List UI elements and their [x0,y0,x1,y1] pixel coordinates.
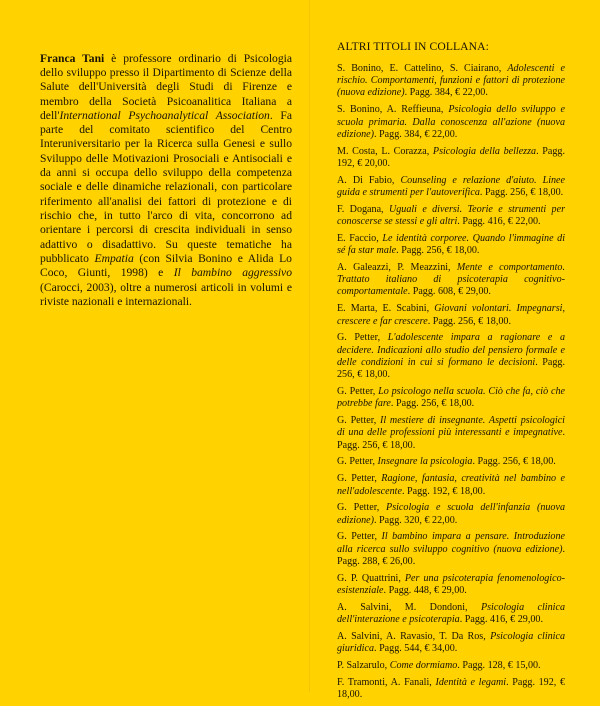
entry-authors: G. Petter, [337,386,379,397]
entry-title: Il bambino impara a pensare. Introduzione alla ricerca sullo sviluppo cognitivo (nuova edizione) [337,531,566,555]
list-item [337,233,565,258]
blurb-italic-3: Il bambino aggressivo [173,266,292,280]
entry-details: . Pagg. 256, € 18,00. [396,245,480,257]
entry-details: . Pagg. 608, € 29,00. [407,286,491,298]
entry-details: . Pagg. 256, € 18,00. [472,456,556,468]
list-item [337,502,565,527]
entry-title: Lo psicologo nella scuola. Ciò che fa, ciò che potrebbe fare [337,386,565,410]
entry-authors: E. Marta, E. Scabini, [337,303,435,315]
entry-details: . Pagg. 384, € 22,00. [374,128,458,140]
entry-details: . Pagg. 544, € 34,00. [374,643,458,655]
entry-details: . Pagg. 256, € 18,00. [427,315,511,327]
list-item [337,386,565,411]
entry-authors: F. Dogana, [337,203,389,215]
entry-title: L'adolescente impara a ragionare e a decidere. Indicazioni allo studio del pensiero formale e delle condizioni in cui si formano le decisioni [337,332,565,368]
entry-details: . Pagg. 128, € 15,00. [457,660,541,672]
cover-fold-line [309,0,310,692]
list-item [337,146,565,171]
blurb-text-4: (Carocci, 2003), oltre a numerosi articoli in volumi e riviste nazionali e internazionali. [40,280,292,308]
entry-authors: G. Petter, [337,415,380,427]
entry-title: Psicologia dello sviluppo e scuola primaria. Dalla conoscenza all'azione (nuova edizione) [337,104,565,140]
blurb-italic-2: Empatia [94,251,134,265]
list-item [337,415,565,452]
series-titles-panel [337,40,565,706]
entry-title: Ragione, fantasia, creatività nel bambino e nell'adolescente [337,473,565,497]
list-item [337,677,565,702]
entry-authors: A. Salvini, A. Ravasio, T. Da Ros, [337,631,491,642]
entry-details: . Pagg. 192, € 20,00. [337,145,565,169]
entry-title: Adolescenti e rischio. Comportamenti, funzioni e fattori di protezione (nuova edizione) [337,62,565,99]
list-item [337,204,565,229]
entry-title: Per una psicoterapia fenomenologico-esistenziale [337,572,565,597]
entry-details: . Pagg. 288, € 26,00. [337,543,565,567]
entry-details: . Pagg. 384, € 22,00. [404,87,488,99]
entry-authors: S. Bonino, E. Cattelino, S. Ciairano, [337,62,508,74]
entry-authors: G. Petter, [337,332,388,344]
list-item [337,262,565,299]
entry-authors: F. Tramonti, A. Fanali, [337,676,436,688]
entry-authors: A. Salvini, M. Dondoni, [337,601,481,613]
entry-authors: G. P. Quattrini, [337,572,405,584]
entry-details: . Pagg. 416, € 29,00. [459,614,543,626]
entry-authors: P. Salzarulo, [337,660,390,672]
entry-authors: A. Galeazzi, P. Meazzini, [337,261,457,273]
entry-authors: M. Costa, L. Corazza, [337,145,433,157]
list-item [337,473,565,498]
entry-authors: G. Petter, [337,531,382,543]
entry-title: Psicologia clinica dell'interazione e psicoterapia [337,601,565,626]
entry-title: Mente e comportamento. Trattato italiano di psicoterapia cognitivo-comportamentale [337,261,565,298]
author-blurb [40,52,292,310]
entry-authors: G. Petter, [337,456,378,468]
author-blurb-panel [40,40,292,321]
entry-authors: E. Faccio, [337,232,383,244]
entry-title: Identità e legami [435,676,507,688]
entry-title: Uguali e diversi. Teorie e strumenti per conoscerse se stessi e gli altri [337,203,565,228]
list-item [337,573,565,598]
blurb-italic-1: International Psychoanalytical Association [59,108,270,122]
entry-title: Come dormiamo [389,660,458,672]
list-item [337,660,565,672]
entry-authors: S. Bonino, A. Reffieuna, [337,104,449,116]
entry-details: . Pagg. 416, € 22,00. [457,216,541,228]
entry-authors: G. Petter, [337,473,382,485]
entry-details: . Pagg. 192, € 18,00. [337,676,565,701]
entry-details: . Pagg. 448, € 29,00. [383,585,467,597]
list-item [337,175,565,200]
blurb-text-1: è professore ordinario di Psicologia dello sviluppo presso il Dipartimento di Scienze della Salute dell'Università degli Studi di Firenze e membro della Società Psicoanalitica Italiana a dell' [40,51,292,122]
blurb-text-2: . Fa parte del comitato scientifico del Centro Interuniversitario per la Ricerca sulla Genesi e sullo Sviluppo delle Motivazioni Prosociali e Antisociali e da anni si occupa dello sviluppo della competenza sociale e delle dinamiche relazionali, con particolare riferimento all'analisi dei fattori di protezione e di rischio che, in tutto l'arco di vita, concorrono ad orientare i percorsi di crescita individuali in senso adattivo o disadattivo. Su queste tematiche ha pubblicato [40,108,293,265]
list-item [337,631,565,656]
entry-title: Insegnare la psicologia [377,456,473,468]
entry-title: Le identità corporee. Quando l'immagine di sé fa star male [337,232,565,257]
entry-details: . Pagg. 192, € 18,00. [401,485,486,497]
list-item [337,63,565,100]
entry-authors: A. Di Fabio, [337,174,401,186]
author-name: Franca Tani [40,51,105,65]
list-item [337,456,565,468]
list-item [337,104,565,141]
list-item [337,303,565,328]
entry-title: Giovani volontari. Impegnarsi, crescere e far crescere [337,303,565,327]
entry-details: . Pagg. 256, € 18,00. [390,398,475,410]
list-item [337,602,565,627]
entry-title: Psicologia clinica giuridica [337,631,565,655]
blurb-text-3: (con Silvia Bonino e Alida Lo Coco, Giunti, 1998) e [40,251,292,280]
entry-details: . Pagg. 256, € 18,00. [337,427,565,451]
entry-title: Il mestiere di insegnante. Aspetti psicologici di una delle professioni più interessanti e impegnative [337,415,565,439]
entry-details: . Pagg. 256, € 18,00. [337,356,565,381]
entry-title: Counseling e relazione d'aiuto. Linee guida e strumenti per l'autoverifica [337,174,566,198]
list-item [337,531,565,568]
list-item [337,332,565,381]
entry-title: Psicologia della bellezza [432,145,537,157]
entry-title: Psicologia e scuola dell'infanzia (nuova edizione) [337,502,565,526]
entry-authors: G. Petter, [337,502,387,514]
series-titles-list [337,63,565,702]
entry-details: . Pagg. 320, € 22,00. [374,514,458,526]
entry-details: . Pagg. 256, € 18,00. [479,186,564,198]
series-titles-heading: ALTRI TITOLI IN COLLANA: [337,40,489,53]
